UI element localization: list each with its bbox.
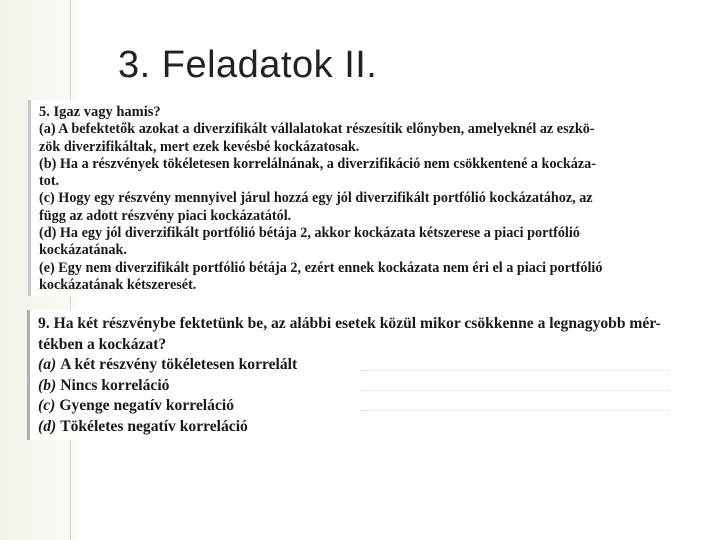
option-letter: (d) <box>38 417 57 435</box>
scan-noise <box>360 410 670 412</box>
question-5-line: (a) A befektetők azokat a diverzifikált vállalatokat részesítik előnyben, amelyeknél az eszkö- <box>39 121 595 138</box>
question-5-line: (b) Ha a részvények tökéletesen korrelálnának, a diverzifikáció nem csökkentené a kockáza- <box>39 155 596 172</box>
question-5-line: (c) Hogy egy részvény mennyivel járul hozzá egy jól diverzifikált portfólió kockázatához, az <box>39 190 593 207</box>
question-5-scan <box>28 100 648 296</box>
slide-title: 3. Feladatok II. <box>118 44 378 86</box>
question-5-line: tot. <box>39 173 60 190</box>
answer-option-b <box>38 376 688 397</box>
question-5-line: (e) Egy nem diverzifikált portfólió bétája 2, ezért ennek kockázata nem éri el a piaci portfólió <box>39 259 603 276</box>
question-9-stem: 9. Ha két részvénybe fektetünk be, az alábbi esetek közül mikor csökkenne a legnagyobb mér- <box>38 315 661 332</box>
option-letter: (b) <box>38 376 57 394</box>
question-5-line: függ az adott részvény piaci kockázatától. <box>39 207 292 224</box>
question-5-text <box>39 104 643 294</box>
question-9-stem: tékben a kockázat? <box>38 335 167 353</box>
question-9-text <box>38 314 688 437</box>
question-5-heading: 5. Igaz vagy hamis? <box>39 104 161 120</box>
answer-option-c <box>38 396 688 417</box>
option-text: A két részvény tökéletesen korrelált <box>60 356 298 373</box>
option-text: Tökéletes negatív korreláció <box>60 417 248 435</box>
question-5-line: kockázatának. <box>39 242 127 259</box>
option-letter: (c) <box>38 397 56 414</box>
option-letter: (a) <box>38 356 57 373</box>
question-5-line: kockázatának kétszeresét. <box>39 276 197 293</box>
question-9-scan <box>27 310 687 440</box>
option-text: Gyenge negatív korreláció <box>59 397 234 414</box>
scan-noise <box>360 390 670 392</box>
answer-option-a <box>38 355 688 376</box>
scan-noise <box>360 370 670 372</box>
question-5-line: zök diverzifikáltak, mert ezek kevésbé kockázatosak. <box>39 138 360 155</box>
answer-option-d <box>38 417 688 438</box>
question-5-line: (d) Ha egy jól diverzifikált portfólió bétája 2, akkor kockázata kétszerese a piaci portfólió <box>39 225 580 242</box>
option-text: Nincs korreláció <box>60 376 170 394</box>
